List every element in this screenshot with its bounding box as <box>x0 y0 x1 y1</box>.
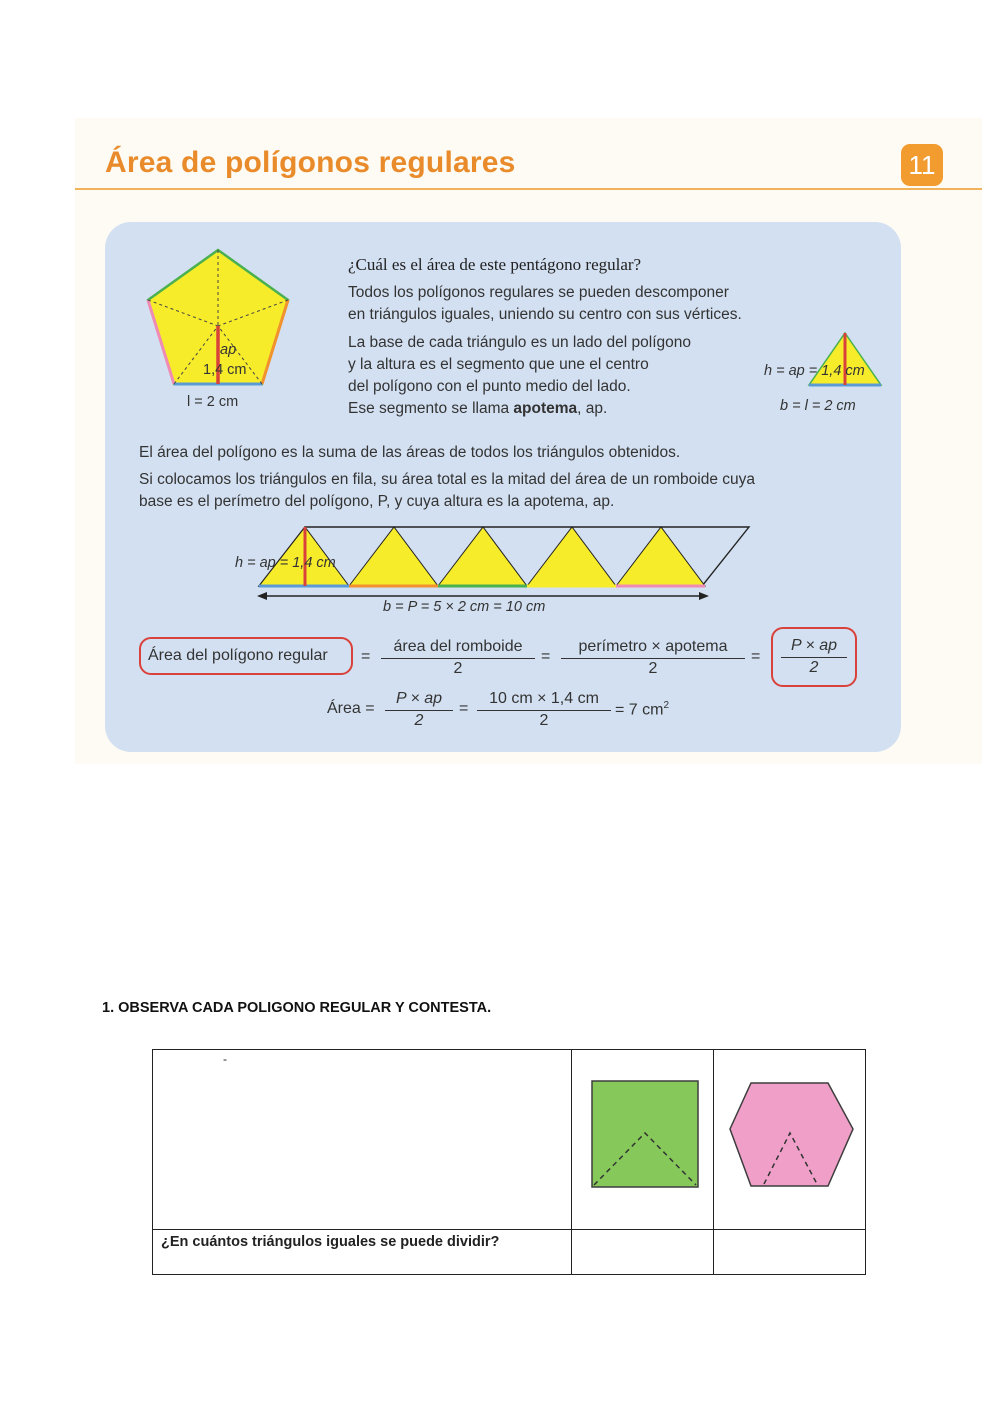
area-result <box>615 700 669 719</box>
answer-cell-hexagon[interactable] <box>714 1230 866 1275</box>
fraction-calc-1 <box>385 690 453 730</box>
sum-sentence: El área del polígono es la suma de las áreas de todos los triángulos obtenidos. <box>139 444 681 461</box>
triangle-height-label: h = ap = 1,4 cm <box>764 363 865 379</box>
table-row <box>153 1230 866 1275</box>
fraction-numerator: P × ap <box>385 690 453 711</box>
question-cell: ¿En cuántos triángulos iguales se puede dividir? <box>153 1230 572 1275</box>
fraction-denominator: 2 <box>453 660 463 677</box>
pink-hexagon-shape <box>730 1083 853 1186</box>
blank-header-cell <box>153 1050 572 1230</box>
fraction-calc-2 <box>477 690 611 730</box>
area-result-value: = 7 cm <box>615 701 664 719</box>
area-result-exponent: 2 <box>663 700 670 711</box>
pink-hexagon-image <box>714 1050 865 1224</box>
apotema-suffix: , ap. <box>577 400 608 417</box>
fraction-denominator: 2 <box>648 660 658 677</box>
unit-number-badge: 11 <box>901 144 943 186</box>
intro-line: La base de cada triángulo es un lado del polígono <box>348 334 691 351</box>
triangle-figure <box>805 330 885 390</box>
row-triangle <box>438 527 527 586</box>
area-label: Área = <box>327 700 375 717</box>
pentagon-side-label: l = 2 cm <box>187 394 239 410</box>
apotema-line-text <box>348 398 607 420</box>
question-text: ¿Cuál es el área de este pentágono regular? <box>348 255 642 274</box>
hexagon-image-cell <box>714 1050 866 1230</box>
equals-sign: = <box>541 648 551 665</box>
row-sentence: Si colocamos los triángulos en fila, su área total es la mitad del área de un romboide cuya <box>139 471 756 488</box>
equals-sign: = <box>361 648 371 665</box>
triangle-base-label: b = l = 2 cm <box>780 398 856 414</box>
fraction-numerator: área del romboide <box>381 638 535 659</box>
row-triangle <box>616 527 705 586</box>
fraction-denominator: 2 <box>539 712 549 729</box>
square-image-cell <box>572 1050 714 1230</box>
rhomboid-height-label: h = ap = 1,4 cm <box>235 555 336 571</box>
table-row <box>153 1050 866 1230</box>
exercise-table <box>152 1049 866 1275</box>
pentagon-ap-label: ap <box>220 342 237 358</box>
fraction-rhomboid <box>381 638 535 678</box>
exercise-heading: 1. OBSERVA CADA POLIGONO REGULAR Y CONTESTA. <box>102 1000 492 1016</box>
fraction-numerator: P × ap <box>781 637 847 658</box>
fraction-denominator: 2 <box>809 659 819 676</box>
intro-line: del polígono con el punto medio del lado. <box>348 378 631 395</box>
row-triangle <box>527 527 616 586</box>
equals-sign: = <box>751 648 761 665</box>
pentagon-ap-value: 1,4 cm <box>203 362 247 378</box>
area-formula-label: Área del polígono regular <box>148 647 328 664</box>
answer-cell-square[interactable] <box>572 1230 714 1275</box>
intro-line: Todos los polígonos regulares se pueden descomponer <box>348 284 729 301</box>
intro-line: en triángulos iguales, uniendo su centro con sus vértices. <box>348 306 742 323</box>
apotema-prefix: Ese segmento se llama <box>348 400 514 417</box>
rhomboid-base-label: b = P = 5 × 2 cm = 10 cm <box>383 599 546 615</box>
fraction-numerator: 10 cm × 1,4 cm <box>477 690 611 711</box>
arrow-head-left <box>257 592 267 600</box>
stray-mark: - <box>223 1052 227 1066</box>
fraction-denominator: 2 <box>414 712 424 729</box>
equals-sign: = <box>459 700 469 717</box>
intro-line: y la altura es el segmento que une el centro <box>348 356 649 373</box>
title-row <box>75 118 982 190</box>
explanation-panel <box>105 222 901 752</box>
arrow-head-right <box>699 592 709 600</box>
page-title: Área de polígonos regulares <box>105 146 516 179</box>
final-formula-box <box>771 627 857 687</box>
green-square-image <box>572 1050 713 1224</box>
fraction-perimeter-apotema <box>561 638 745 678</box>
fraction-final <box>781 637 847 677</box>
row-sentence: base es el perímetro del polígono, P, y cuya altura es la apotema, ap. <box>139 493 615 510</box>
fraction-numerator: perímetro × apotema <box>561 638 745 659</box>
apotema-bold: apotema <box>513 400 578 417</box>
row-triangle <box>349 527 438 586</box>
area-formula-label-box <box>139 637 353 675</box>
textbook-page-image <box>75 118 982 764</box>
